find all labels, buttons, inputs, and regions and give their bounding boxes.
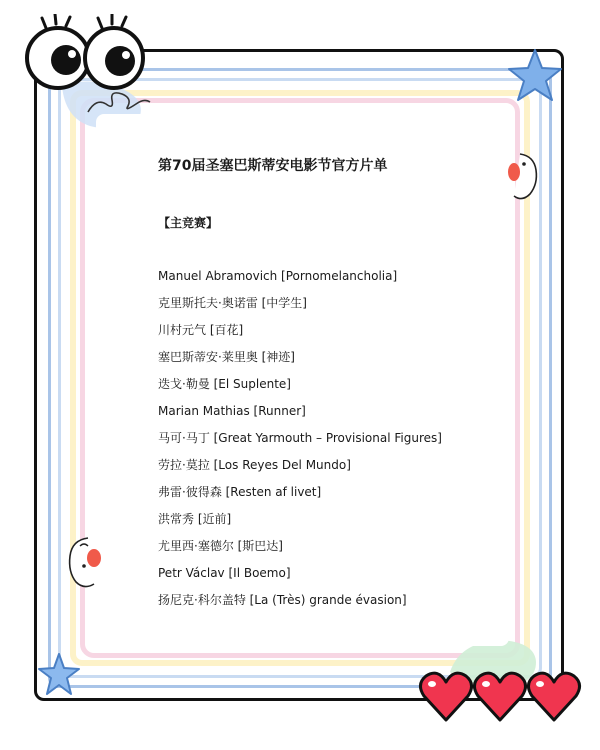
hearts-icon [418,668,584,724]
list-item: 尤里西·塞德尔 [斯巴达] [158,539,283,553]
document-title: 第70届圣塞巴斯蒂安电影节官方片单 [158,158,388,174]
list-item: 塞巴斯蒂安·莱里奥 [神迹] [158,350,295,364]
section-heading: 【主竞赛】 [158,216,219,230]
list-item: Marian Mathias [Runner] [158,404,306,418]
list-item: 迭戈·勒曼 [El Suplente] [158,377,291,391]
list-item: Manuel Abramovich [Pornomelancholia] [158,269,398,283]
film-list [158,267,442,618]
list-item: 弗雷·彼得森 [Resten af livet] [158,485,322,499]
list-item: 洪常秀 [近前] [158,512,232,526]
star-icon [506,48,564,104]
list-item: 马可·马丁 [Great Yarmouth – Provisional Figures] [158,431,442,445]
list-item: 克里斯托夫·奥诺雷 [中学生] [158,296,307,310]
list-item: Petr Václav [Il Boemo] [158,566,291,580]
list-item: 川村元气 [百花] [158,323,244,337]
star-icon [36,652,82,698]
eyes-icon [18,14,148,94]
list-item: 扬尼克·科尔盖特 [La (Très) grande évasion] [158,593,407,607]
bunny-face-icon [62,534,108,592]
list-item: 劳拉·莫拉 [Los Reyes Del Mundo] [158,458,351,472]
bunny-face-icon [500,150,540,206]
